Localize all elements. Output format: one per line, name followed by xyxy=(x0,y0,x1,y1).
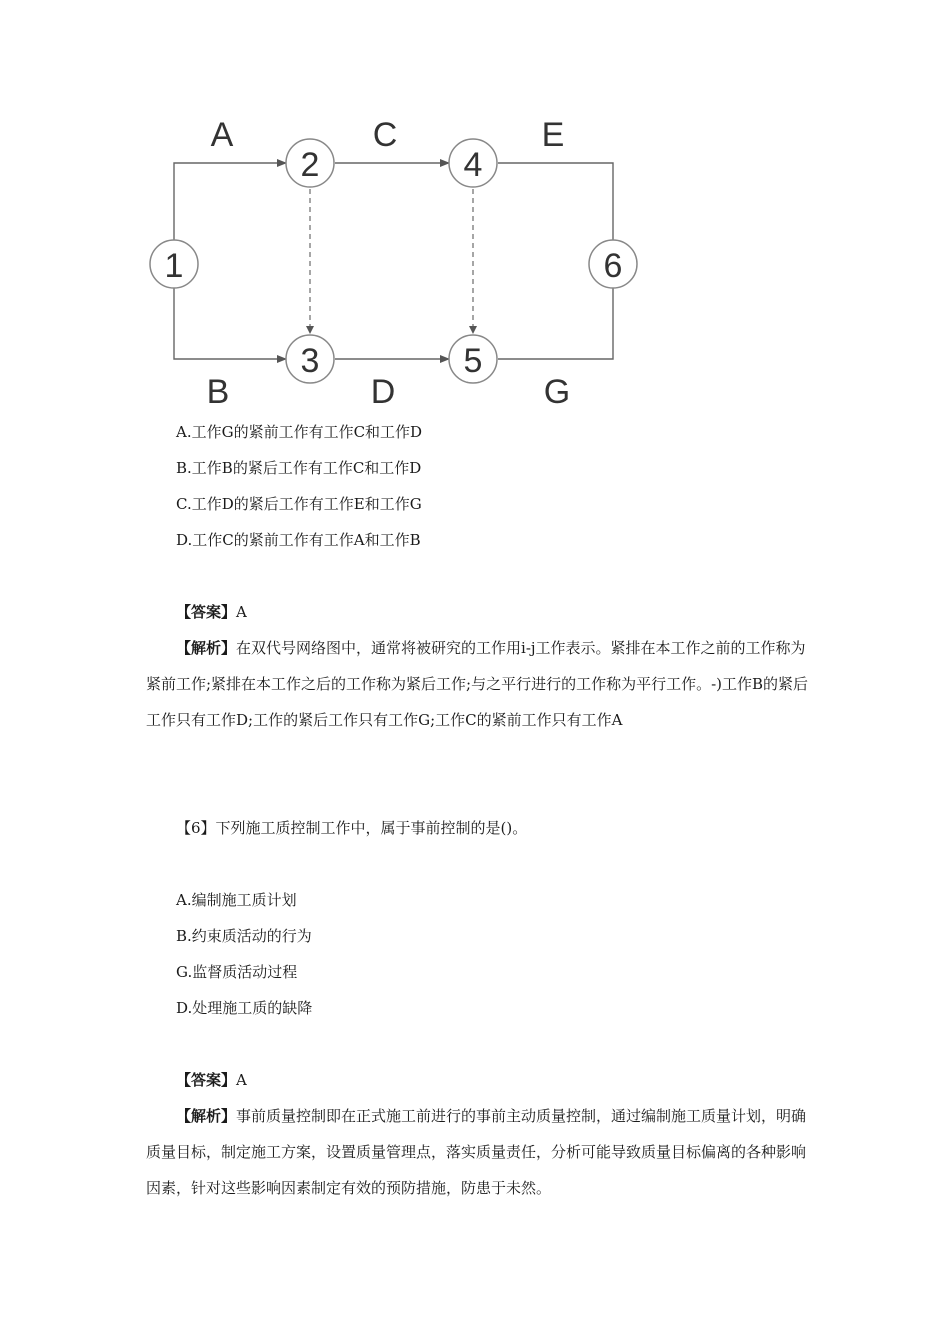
q6-option-a: A.编制施工质计划 xyxy=(176,891,297,909)
arrow-5-6 xyxy=(498,288,613,359)
q6-analysis-label: 【解析】 xyxy=(176,1107,237,1125)
q6-answer-value: A xyxy=(236,1071,247,1089)
node-4 xyxy=(449,139,497,187)
arrow-1-2 xyxy=(174,163,286,240)
q5-option-a: A.工作G的紧前工作有工作C和工作D xyxy=(176,423,423,441)
q5-answer-label: 【答案】 xyxy=(176,603,237,621)
svg-text:5: 5 xyxy=(463,342,483,380)
q6-answer-label: 【答案】 xyxy=(176,1071,237,1089)
q5-analysis-label: 【解析】 xyxy=(176,639,237,657)
svg-text:3: 3 xyxy=(300,342,320,380)
node-6 xyxy=(589,240,637,288)
activity-label-d: D xyxy=(370,373,396,411)
arrow-1-3 xyxy=(174,288,286,359)
q5-option-c: C.工作D的紧后工作有工作E和工作G xyxy=(176,495,422,513)
activity-label-a: A xyxy=(210,116,234,154)
q6-option-c: G.监督质活动过程 xyxy=(176,963,298,981)
q6-question: 【6】下列施工质控制工作中，属于事前控制的是()。 xyxy=(176,819,528,837)
q6-analysis-text: 事前质量控制即在正式施工前进行的事前主动质量控制，通过编制施工质量计划，明确质量目标，制定施工方案，设置质量管理点，落实质量责任，分析可能导致质量目标偏离的各种影响因素，针对这些影响因素制定有效的预防措施，防患于未然。 xyxy=(146,1107,807,1197)
activity-label-g: G xyxy=(543,373,571,411)
activity-label-e: E xyxy=(541,116,565,154)
svg-text:2: 2 xyxy=(300,146,320,184)
q5-option-d: D.工作C的紧前工作有工作A和工作B xyxy=(176,531,421,549)
node-5 xyxy=(449,335,497,383)
q5-option-b: B.工作B的紧后工作有工作C和工作D xyxy=(176,459,422,477)
node-2 xyxy=(286,139,334,187)
arrow-4-6 xyxy=(498,163,613,240)
q6-option-b: B.约束质活动的行为 xyxy=(176,927,312,945)
node-1 xyxy=(150,240,198,288)
activity-label-c: C xyxy=(372,116,398,154)
q5-answer-value: A xyxy=(236,603,247,621)
activity-label-b: B xyxy=(206,373,230,411)
q5-analysis xyxy=(146,630,810,738)
svg-text:4: 4 xyxy=(463,146,483,184)
node-3 xyxy=(286,335,334,383)
network-diagram xyxy=(130,100,650,420)
q5-answer xyxy=(176,602,247,622)
svg-text:1: 1 xyxy=(164,247,184,285)
q6-option-d: D.处理施工质的缺降 xyxy=(176,999,313,1017)
q6-analysis xyxy=(146,1098,810,1206)
svg-text:6: 6 xyxy=(603,247,623,285)
q6-answer xyxy=(176,1070,247,1090)
q5-analysis-text: 在双代号网络图中，通常将被研究的工作用i-j工作表示。紧排在本工作之前的工作称为紧前工作;紧排在本工作之后的工作称为紧后工作;与之平行进行的工作称为平行工作。-)工作B的紧后工作只有工作D;工作的紧后工作只有工作G;工作C的紧前工作只有工作A xyxy=(146,639,809,729)
